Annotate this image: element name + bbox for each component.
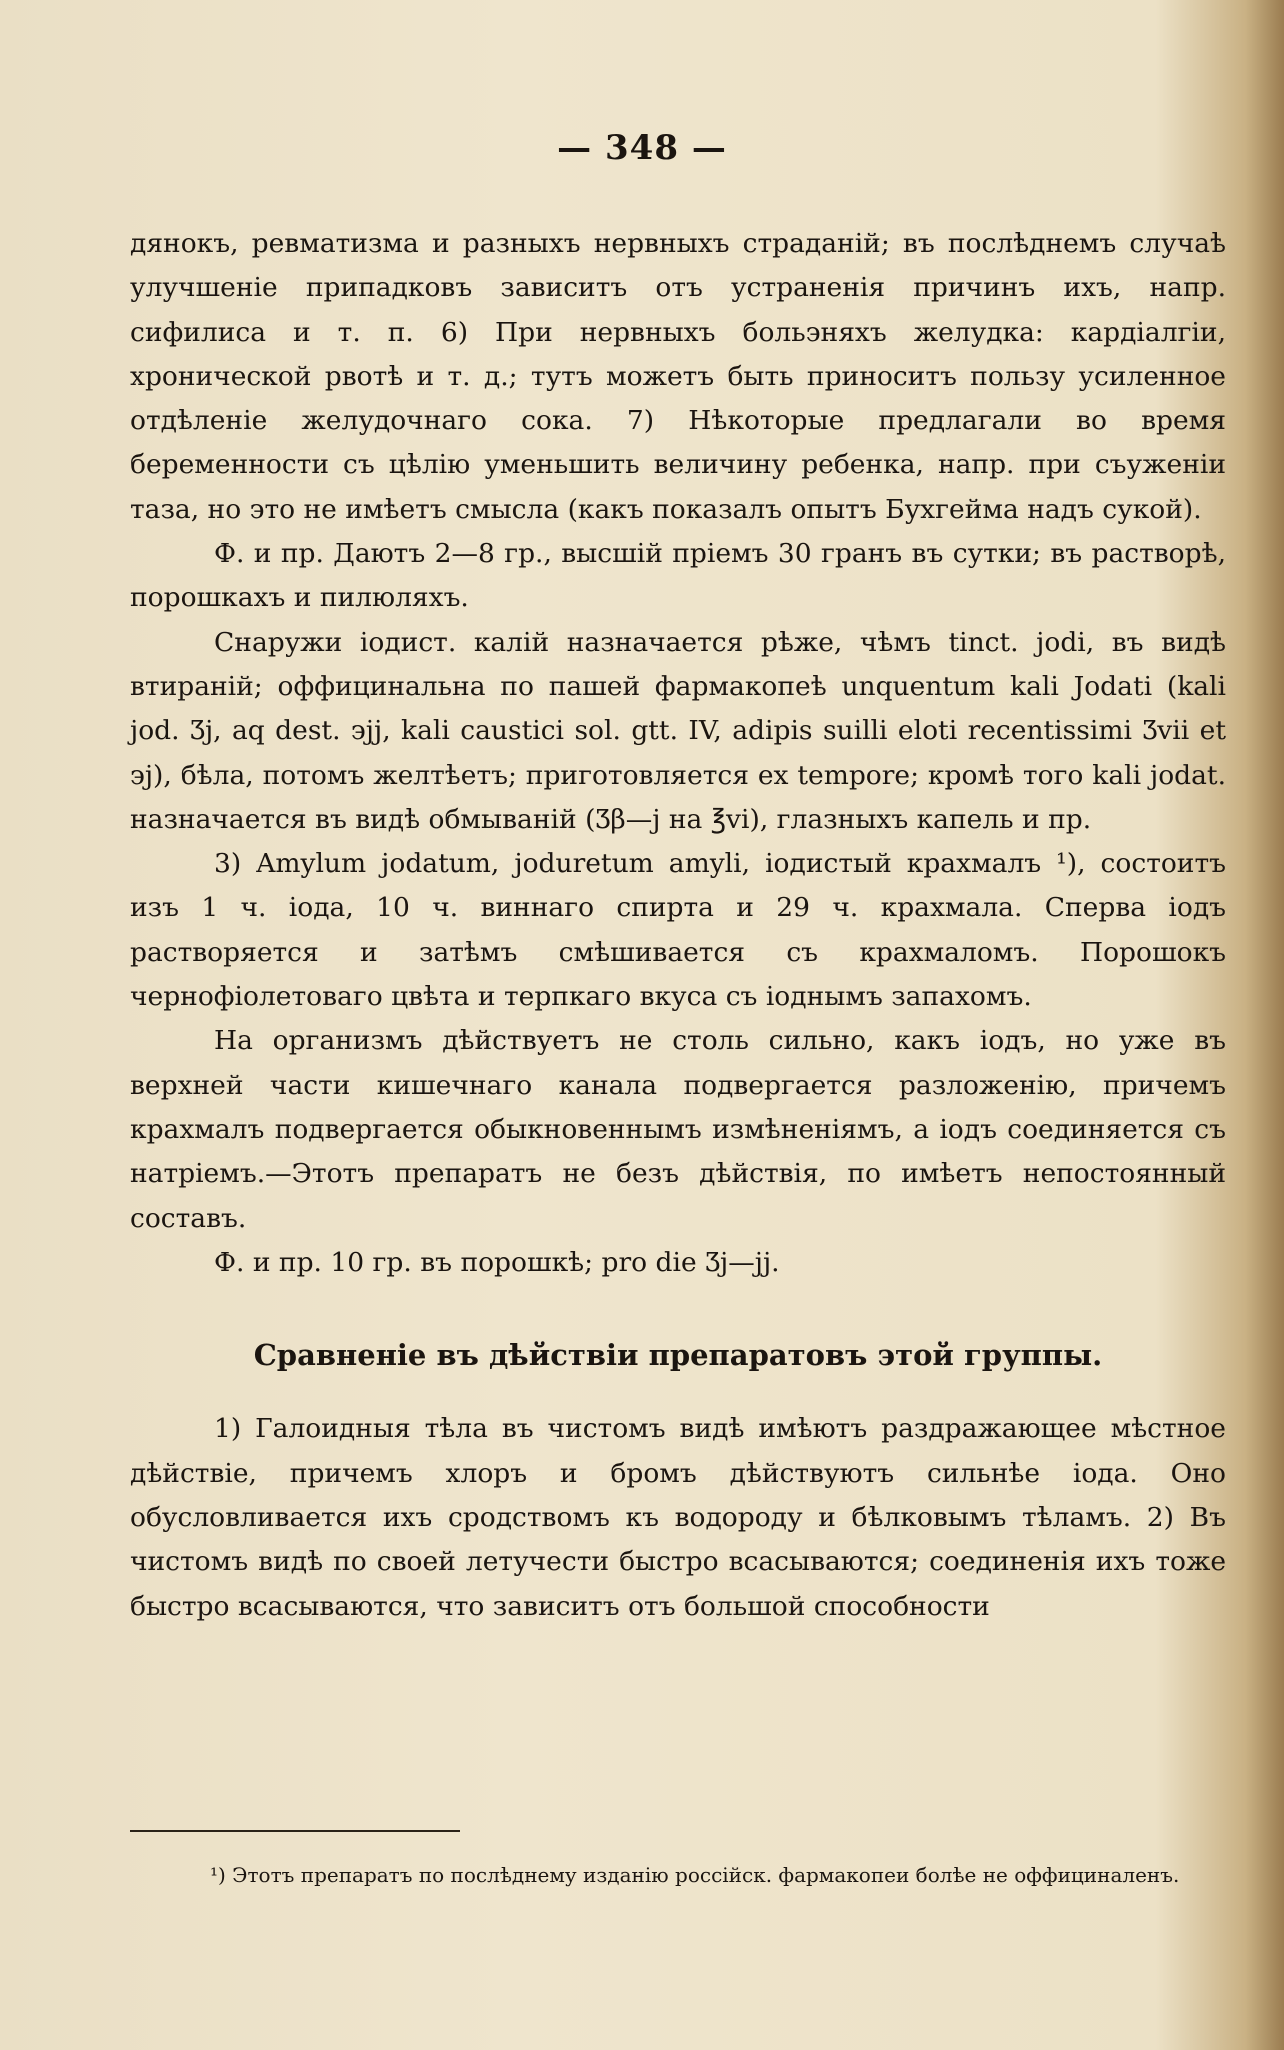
paragraph-comparison: 1) Галоидныя тѣла въ чистомъ видѣ имѣютъ раздражающее мѣстное дѣйствіе, причемъ хлоръ и бромъ дѣйствуютъ сильнѣе іода. Оно обусловливается ихъ сродствомъ къ водороду и бѣлковымъ тѣламъ. 2) Въ чистомъ видѣ по своей летучести быстро всасываются; соединенія ихъ тоже быстро всасываются, что зависитъ отъ большой способности <box>130 1413 1226 1622</box>
paragraph-continued: дянокъ, ревматизма и разныхъ нервныхъ страданій; въ послѣднемъ случаѣ улучшеніе припадковъ зависитъ отъ устраненія причинъ ихъ, напр. сифилиса и т. п. 6) При нервныхъ больэняхъ желудка: кардіалгіи, хронической рвотѣ и т. д.; тутъ можетъ быть приноситъ пользу усиленное отдѣленіе желудочнаго сока. 7) Нѣкоторые предлагали во время беременности съ цѣлію уменьшить величину ребенка, напр. при съуженіи таза, но это не имѣетъ смысла (какъ показалъ опытъ Бухгейма надъ сукой). <box>130 228 1226 525</box>
paragraph-external-use: Снаружи іодист. калій назначается рѣже, чѣмъ tinct. jodi, въ видѣ втираній; оффицинальна по пашей фармакопеѣ unquentum kali Jodati (kali jod. Ʒj, aq dest. эjj, kali caustici sol. gtt. IV, adipis suilli eloti recentissimi Ʒvii et эj), бѣла, потомъ желтѣетъ; приготовляется ex tempore; кромѣ того kali jodat. назначается въ видѣ обмываній (Ʒβ—j на ℥vi), глазныхъ капель и пр. <box>130 626 1226 835</box>
paragraph-amylum-jodatum: 3) Amylum jodatum, joduretum amyli, іодистый крахмалъ ¹), состоитъ изъ 1 ч. іода, 10 ч. виннаго спирта и 29 ч. крахмала. Сперва іодъ растворяется и затѣмъ смѣшивается съ крахмаломъ. Порошокъ чернофіолетоваго цвѣта и терпкаго вкуса съ іоднымъ запахомъ. <box>130 848 1226 1013</box>
paragraph-dosage-2: Ф. и пр. 10 гр. въ порошкѣ; pro die Ʒj—jj. <box>214 1246 780 1278</box>
section-heading: Сравненіе въ дѣйствіи препаратовъ этой группы. <box>253 1338 1103 1373</box>
footnote: ¹) Этотъ препаратъ по послѣднему изданію россійск. фармакопеи болѣе не оффициналенъ. <box>210 1863 1180 1887</box>
page-body <box>130 222 1226 1629</box>
page-number: — 348 — <box>557 128 727 168</box>
paragraph-dosage: Ф. и пр. Даютъ 2—8 гр., высшій пріемъ 30 гранъ въ сутки; въ растворѣ, порошкахъ и пилюляхъ. <box>130 538 1226 614</box>
paragraph-action: На организмъ дѣйствуетъ не столь сильно, какъ іодъ, но уже въ верхней части кишечнаго канала подвергается разложенію, причемъ крахмалъ подвергается обыкновеннымъ измѣненіямъ, а іодъ соединяется съ натріемъ.—Этотъ препаратъ не безъ дѣйствія, по имѣетъ непостоянный составъ. <box>130 1025 1226 1234</box>
footnote-divider <box>130 1830 460 1832</box>
